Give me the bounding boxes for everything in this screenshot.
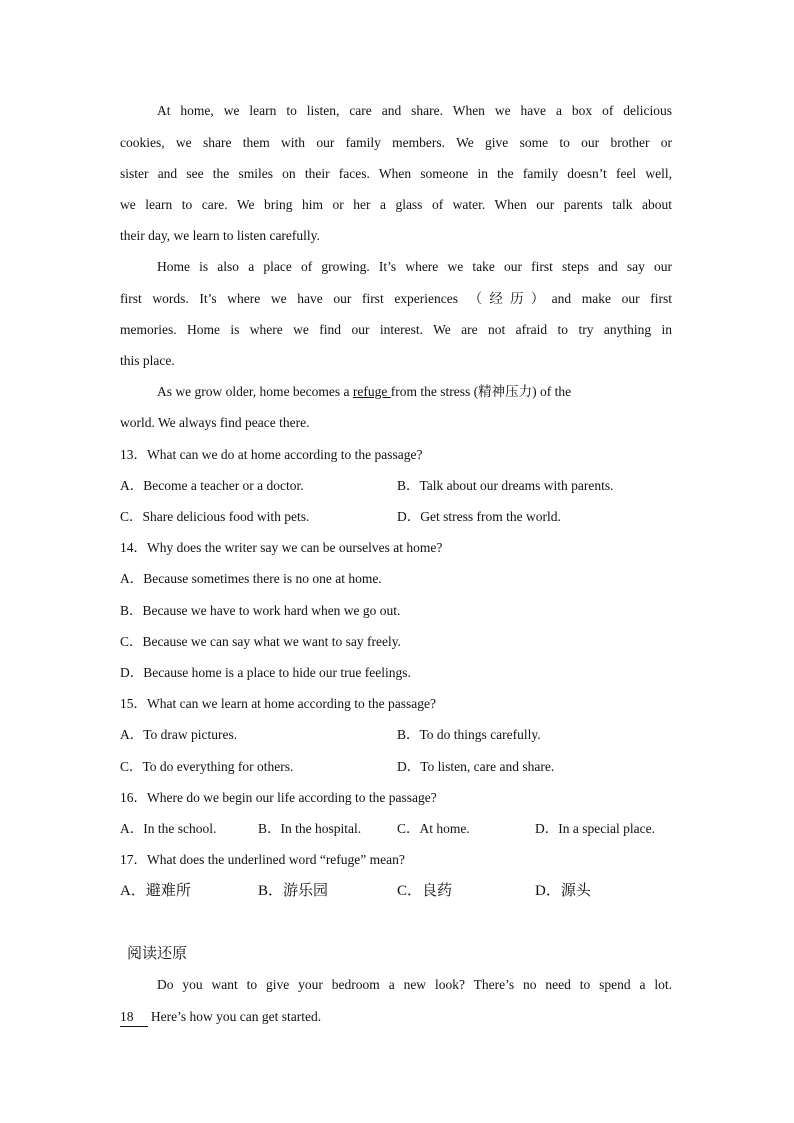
document-page bbox=[120, 0, 675, 1123]
question-15-option-c: C．To do everything for others. bbox=[120, 759, 294, 774]
section2-line-2-text: Here’s how you can get started. bbox=[147, 1009, 322, 1024]
question-17-option-d: D．源头 bbox=[535, 883, 591, 899]
passage-p3-text-after: from the stress (精神压力) of the bbox=[390, 384, 572, 399]
passage-p1-line-4: we learn to care. We bring him or her a glass of water. When our parents talk about bbox=[120, 197, 672, 212]
passage-p3-text-before: As we grow older, home becomes a bbox=[157, 384, 353, 399]
question-16-stem: 16．Where do we begin our life according to the passage? bbox=[120, 790, 437, 805]
passage-p2-line-4: this place. bbox=[120, 353, 175, 368]
question-13-option-a: A．Become a teacher or a doctor. bbox=[120, 478, 304, 493]
passage-p1-line-2: cookies, we share them with our family members. We give some to our brother or bbox=[120, 135, 672, 150]
section2-line-2 bbox=[120, 1007, 321, 1027]
question-15-option-b: B．To do things carefully. bbox=[397, 727, 541, 742]
question-15-option-d: D．To listen, care and share. bbox=[397, 759, 555, 774]
question-17-option-b: B．游乐园 bbox=[258, 883, 329, 899]
question-14-option-b: B．Because we have to work hard when we go out. bbox=[120, 603, 401, 618]
question-17-option-c: C．良药 bbox=[397, 883, 453, 899]
question-14-option-a: A．Because sometimes there is no one at home. bbox=[120, 571, 382, 586]
passage-p1-line-1: At home, we learn to listen, care and share. When we have a box of delicious bbox=[157, 103, 672, 118]
question-16-option-b: B．In the hospital. bbox=[258, 821, 362, 836]
passage-p1-line-5: their day, we learn to listen carefully. bbox=[120, 228, 320, 243]
passage-p3-line-1 bbox=[157, 382, 571, 402]
question-13-option-d: D．Get stress from the world. bbox=[397, 509, 561, 524]
passage-p2-line-2: first words. It’s where we have our first experiences （经历）and make our first bbox=[120, 291, 672, 306]
question-16-option-a: A．In the school. bbox=[120, 821, 217, 836]
answer-blank-18[interactable]: 18 bbox=[120, 1008, 148, 1027]
question-14-stem: 14．Why does the writer say we can be ourselves at home? bbox=[120, 540, 443, 555]
section2-line-1: Do you want to give your bedroom a new look? There’s no need to spend a lot. bbox=[157, 977, 672, 992]
section-title: 阅读还原 bbox=[127, 946, 188, 962]
passage-p2-line-1: Home is also a place of growing. It’s where we take our first steps and say our bbox=[157, 259, 672, 274]
question-13-stem: 13．What can we do at home according to the passage? bbox=[120, 447, 423, 462]
question-16-option-d: D．In a special place. bbox=[535, 821, 655, 836]
question-15-option-a: A．To draw pictures. bbox=[120, 727, 238, 742]
passage-p3-line-2: world. We always find peace there. bbox=[120, 415, 310, 430]
question-14-option-c: C．Because we can say what we want to say freely. bbox=[120, 634, 402, 649]
question-16-option-c: C．At home. bbox=[397, 821, 470, 836]
question-17-stem: 17．What does the underlined word “refuge” mean? bbox=[120, 852, 405, 867]
underlined-word-refuge: refuge bbox=[352, 384, 391, 399]
passage-p1-line-3: sister and see the smiles on their faces. When someone in the family doesn’t feel well, bbox=[120, 166, 672, 181]
question-17-option-a: A．避难所 bbox=[120, 883, 191, 899]
question-14-option-d: D．Because home is a place to hide our true feelings. bbox=[120, 665, 411, 680]
question-15-stem: 15．What can we learn at home according to the passage? bbox=[120, 696, 436, 711]
passage-p2-line-3: memories. Home is where we find our interest. We are not afraid to try anything in bbox=[120, 322, 672, 337]
question-13-option-c: C．Share delicious food with pets. bbox=[120, 509, 310, 524]
question-13-option-b: B．Talk about our dreams with parents. bbox=[397, 478, 614, 493]
